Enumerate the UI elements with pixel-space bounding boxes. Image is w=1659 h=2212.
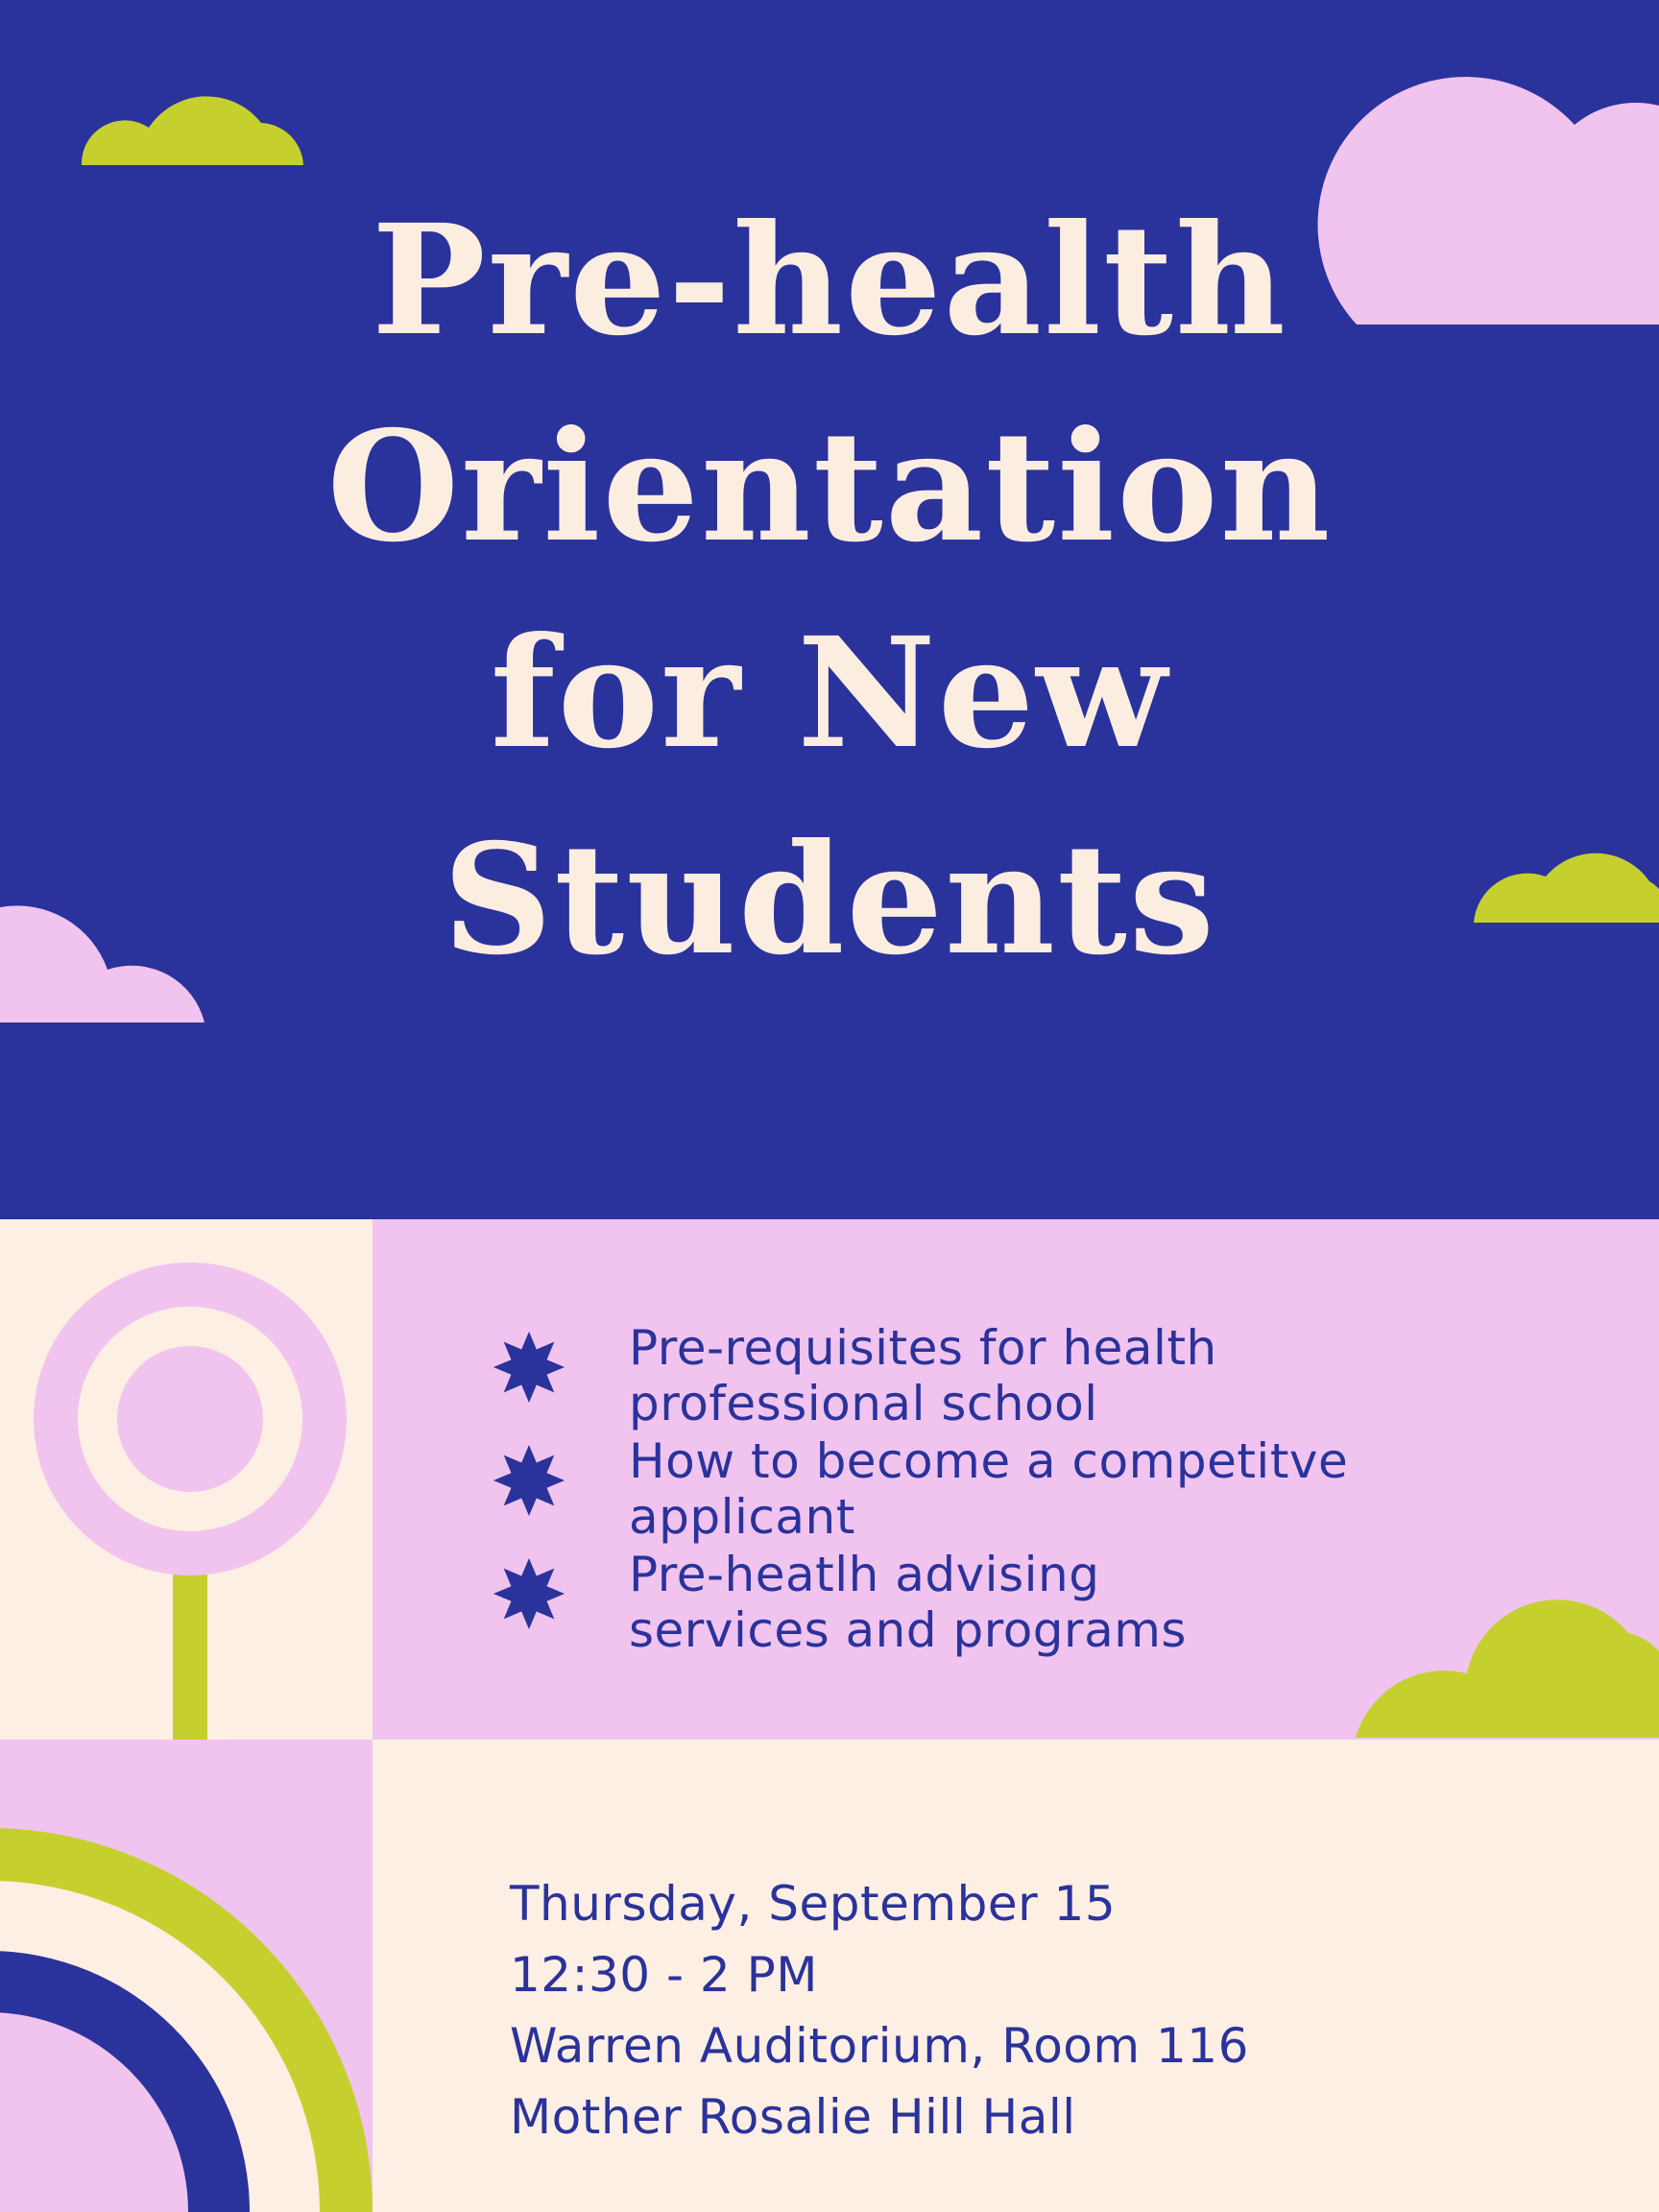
list-item-text: How to become a competitve applicant: [629, 1433, 1349, 1545]
event-details: [510, 1868, 1614, 2152]
lime-cloud-top-left: [82, 96, 303, 165]
event-date: Thursday, September 15: [510, 1876, 1117, 1932]
flower-stem: [173, 1565, 207, 1740]
star-bullet-icon: [492, 1330, 566, 1405]
title-line: Pre-health: [372, 192, 1287, 370]
title-line: for New: [490, 605, 1169, 782]
list-item-text: Pre-heatlh advising services and programs: [629, 1547, 1187, 1658]
flower-center: [117, 1346, 263, 1492]
event-building: Mother Rosalie Hill Hall: [510, 2089, 1076, 2145]
event-time: 12:30 - 2 PM: [510, 1947, 818, 2003]
star-bullet-icon: [492, 1443, 566, 1518]
list-item: [492, 1433, 1548, 1547]
title-line: Orientation: [326, 398, 1333, 576]
event-venue: Warren Auditorium, Room 116: [510, 2018, 1249, 2074]
list-item: [492, 1320, 1548, 1433]
topics-list: [492, 1320, 1548, 1660]
star-bullet-icon: [492, 1556, 566, 1631]
title-line: Students: [443, 811, 1216, 989]
list-item-text: Pre-requisites for health professional school: [629, 1320, 1217, 1431]
list-item: [492, 1547, 1548, 1660]
poster-title: [0, 178, 1659, 1003]
